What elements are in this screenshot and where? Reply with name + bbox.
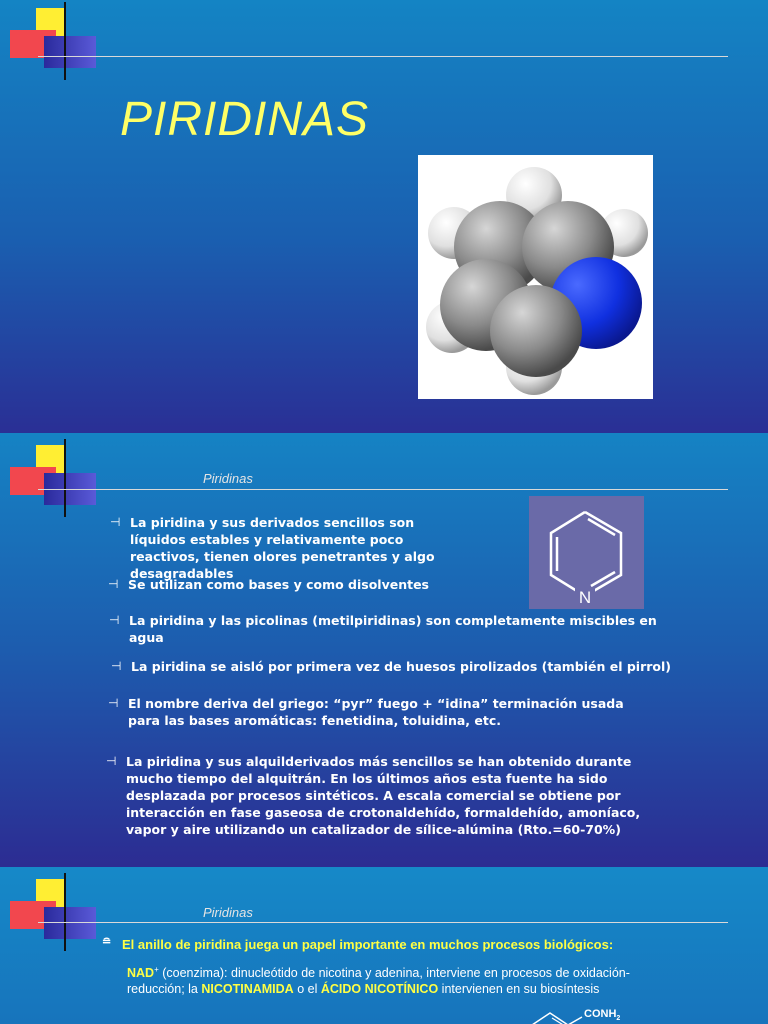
slide-logo <box>10 879 110 941</box>
nicotinamida-label: NICOTINAMIDA <box>201 982 294 997</box>
header-rule <box>38 922 728 923</box>
logo-blue-square <box>44 907 96 939</box>
bullet-item: ⊣ La piridina y sus alquilderivados más sencillos se han obtenido durante mucho tiempo del alquitrán. En los últimos años esta fuente ha sido desplazada por procesos sintéticos. A escala comercial se obtiene por interacción en fase gaseosa de crotonaldehído, formaldehído, amoníaco, vapor y aire utilizando un catalizador de sílice-alúmina (Rto.=60-70%) <box>106 754 641 837</box>
nad-text: intervienen en su biosíntesis <box>438 982 600 997</box>
slide-logo <box>10 445 110 507</box>
bullet-marker-icon: ≘ <box>102 936 112 948</box>
bullet-marker-icon: ⊣ <box>106 754 117 768</box>
nad-label: NAD <box>127 966 155 981</box>
slide-3 <box>0 867 768 1024</box>
bullet-item: ⊣ Se utilizan como bases y como disolventes <box>108 577 430 592</box>
bullet-marker-icon: ⊣ <box>109 613 120 627</box>
header-rule <box>38 489 728 490</box>
logo-vertical-line <box>64 2 66 80</box>
nad-text: o el <box>293 982 321 997</box>
slide-logo <box>10 8 110 70</box>
pyridine-structure <box>529 496 644 609</box>
slide-title: PIRIDINAS <box>120 93 370 146</box>
header-rule <box>38 56 728 57</box>
nad-description <box>127 962 647 997</box>
section-title: Piridinas <box>203 905 253 920</box>
logo-blue-square <box>44 36 96 68</box>
slide-1 <box>0 0 768 433</box>
acido-nicotinico-label: ÁCIDO NICOTÍNICO <box>320 982 439 997</box>
bullet-marker-icon: ⊣ <box>108 577 119 591</box>
bullet-item: ⊣ La piridina y sus derivados sencillos son líquidos estables y relativamente poco reactivos, tienen olores penetrantes y algo desagradables <box>110 515 435 581</box>
bullet-item: ⊣ El nombre deriva del griego: “pyr” fuego + “idina” terminación usada para las bases aromáticas: fenetidina, toluidina, etc. <box>108 696 624 728</box>
logo-vertical-line <box>64 873 66 951</box>
svg-text:CONH2 <box>584 1008 620 1022</box>
pyridine-space-filling-model <box>418 155 653 399</box>
slide-2 <box>0 433 768 867</box>
nad-text: (coenzima): dinucleótido de nicotina y adenina, interviene en procesos de oxidación-reducción; la <box>127 966 630 997</box>
logo-vertical-line <box>64 439 66 517</box>
nad-superscript: + <box>154 965 159 974</box>
bullet-item: ≘ El anillo de piridina juega un papel importante en muchos procesos biológicos: <box>102 936 614 952</box>
conh-label: CONH <box>584 1008 617 1020</box>
nicotinamide-structure-fragment <box>530 1003 630 1024</box>
conh-subscript: 2 <box>616 1015 621 1022</box>
bullet-marker-icon: ⊣ <box>108 696 119 710</box>
bullet-marker-icon: ⊣ <box>110 515 121 529</box>
section-title: Piridinas <box>203 471 253 486</box>
bullet-item: ⊣ La piridina se aisló por primera vez de huesos pirolizados (también el pirrol) <box>111 659 671 674</box>
bullet-marker-icon: ⊣ <box>111 659 122 673</box>
bullet-item: ⊣ La piridina y las picolinas (metilpiridinas) son completamente miscibles en agua <box>109 613 657 645</box>
nitrogen-label: N <box>578 588 592 607</box>
